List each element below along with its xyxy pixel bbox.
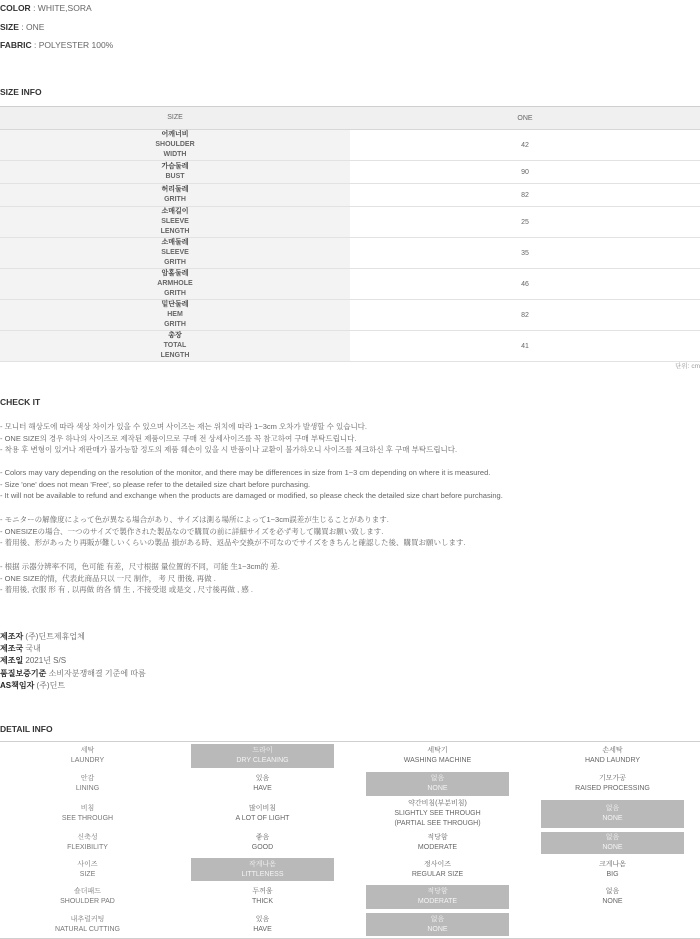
detail-info-title: DETAIL INFO: [0, 724, 53, 734]
detail-text-en: NONE: [427, 785, 448, 792]
size-row-label-ko: 가슴둘레: [161, 163, 189, 170]
note-line: - 모니터 해상도에 따라 색상 차이가 있을 수 있으며 사이즈는 재는 위치에 따라 1~3cm 오차가 발생할 수 있습니다.: [0, 422, 368, 431]
detail-option-selected: [366, 913, 509, 936]
color-value: : WHITE,SORA: [33, 3, 92, 13]
size-label: SIZE: [0, 22, 19, 32]
note-line: - 착용 후 변형이 있거나 재판매가 불가능할 정도의 제품 훼손이 있을 시 반품이나 교환이 불가하오니 사이즈를 체크하신 후 구매 부탁드립니다.: [0, 445, 458, 455]
size-row-label-en: HEM: [167, 311, 183, 318]
note-line: - モニターの解像度によって色が異なる場合があり、サイズは測る場所によって1~3cm誤差が生じることがあります.: [0, 515, 389, 524]
size-row-label-ko: 밑단둘레: [161, 301, 189, 308]
detail-option-selected: [191, 744, 334, 768]
size-row-label: [0, 300, 350, 330]
producer-label: 제조일: [0, 656, 24, 666]
detail-text-en: FLEXIBILITY: [67, 844, 108, 851]
size-row: [0, 184, 700, 207]
size-row-value: 82: [521, 311, 529, 319]
size-row-value: 90: [521, 168, 529, 176]
size-row-label-en: GRITH: [164, 290, 186, 297]
note-line: - ONESIZEの場合、一つのサイズで製作された製品なので購買の前に詳細サイズを必ず考して購買お願い致します.: [0, 526, 384, 536]
detail-text-ko: 많이비침: [248, 805, 277, 812]
producer-value: 소비자분쟁해결 기준에 따름: [46, 668, 146, 678]
size-table: [0, 106, 700, 362]
fabric-value: : POLYESTER 100%: [34, 40, 114, 50]
detail-text-en: RAISED PROCESSING: [575, 785, 650, 792]
detail-category: [0, 798, 175, 830]
size-row-value: 82: [521, 191, 529, 199]
detail-option: [175, 770, 350, 798]
detail-text-ko: 약간비침(부분비침): [408, 800, 467, 807]
detail-text-ko: 세탁: [80, 747, 95, 754]
producer-line: [0, 631, 146, 643]
size-row-value: 42: [521, 141, 529, 149]
size-row-label-ko: 암홀둘레: [161, 270, 189, 277]
producer-value: 2021년 S/S: [23, 656, 67, 666]
detail-text-ko: 두꺼움: [252, 888, 273, 895]
unit-note: 단위: cm: [675, 363, 700, 370]
size-row-label-en: GRITH: [164, 196, 186, 203]
producer-line: [0, 643, 146, 655]
size-row-label-en: SLEEVE: [161, 218, 189, 225]
detail-text-ko: 비침: [80, 805, 95, 812]
notes-jp: [0, 514, 700, 549]
size-row-label-en: SHOULDER: [155, 141, 195, 148]
detail-text-en: WASHING MACHINE: [403, 757, 472, 764]
note-line: - Size 'one' does not mean 'Free', so please refer to the detailed size chart before purchasing.: [0, 479, 311, 489]
detail-option: [525, 770, 700, 798]
detail-text-en: SHOULDER PAD: [60, 898, 115, 905]
detail-option: [525, 883, 700, 911]
detail-text-en: NONE: [602, 898, 623, 905]
detail-category: [0, 856, 175, 883]
detail-text-ko: 없음: [605, 805, 620, 812]
notes-ko: [0, 421, 700, 456]
size-row: [0, 238, 700, 269]
detail-option-selected: [366, 885, 509, 909]
note-line: - ONE SIZE의 경우 하나의 사이즈로 제작된 제품이므로 구매 전 상세사이즈를 꼭 참고하여 구매 부탁드립니다.: [0, 433, 357, 443]
color-label: COLOR: [0, 3, 31, 13]
size-row-value: 41: [521, 342, 529, 350]
detail-text-ko: 없음: [605, 834, 620, 841]
detail-text-en: LINING: [75, 785, 100, 792]
fabric-label: FABRIC: [0, 40, 32, 50]
size-row-label: [0, 207, 350, 237]
detail-text-ko: 숄더패드: [73, 888, 102, 895]
size-table-header: [0, 107, 700, 130]
producer-label: 제조자: [0, 632, 24, 641]
detail-text-en: LAUNDRY: [70, 757, 105, 764]
producer-label: 품질보증기준: [0, 668, 47, 678]
size-row-value: 46: [521, 280, 529, 288]
detail-text-ko: 크게나옴: [598, 860, 627, 868]
detail-text-ko: 있음: [255, 915, 270, 923]
size-row-label-en: SLEEVE: [161, 249, 189, 256]
detail-option: [525, 742, 700, 770]
detail-option: [525, 856, 700, 883]
size-row-label-en: LENGTH: [160, 228, 190, 235]
size-header-value: ONE: [517, 114, 533, 122]
detail-text-ko: 없음: [430, 915, 445, 923]
size-row-label-ko: 허리둘레: [161, 186, 189, 193]
size-row-label-ko: 소매길이: [161, 208, 189, 215]
producer-line: [0, 655, 146, 667]
size-row-label-en: WIDTH: [163, 151, 187, 158]
size-info-title: SIZE INFO: [0, 87, 42, 97]
detail-option: [350, 830, 525, 856]
detail-text-ko: 없음: [605, 888, 620, 895]
detail-text-en: NONE: [602, 815, 623, 822]
detail-text-en: SEE THROUGH: [61, 815, 114, 822]
notes-en: [0, 467, 700, 502]
detail-text-en: SIZE: [79, 870, 96, 878]
detail-text-en: MODERATE: [417, 898, 458, 905]
note-line: - It will not be available to refund and exchange when the products are damaged or modified, so please check the detailed size chart before purchasing.: [0, 491, 503, 501]
size-row-label-ko: 어깨너비: [161, 131, 189, 138]
detail-text-en: GOOD: [251, 844, 274, 851]
notes-cn: [0, 561, 700, 596]
producer-info: [0, 631, 146, 692]
detail-text-en: HAVE: [253, 785, 272, 792]
detail-text-ko: 있음: [255, 775, 270, 782]
producer-value: (주)딘트: [34, 680, 66, 690]
producer-value: 국내: [23, 644, 41, 654]
size-row-label-en: GRITH: [164, 321, 186, 328]
detail-option-selected: [366, 772, 509, 796]
size-row: [0, 331, 700, 362]
size-row-label: [0, 130, 350, 160]
detail-text-en: DRY CLEANING: [236, 757, 289, 764]
detail-category: [0, 911, 175, 938]
size-row-label-en: ARMHOLE: [157, 280, 193, 287]
detail-text-ko: 적당함: [427, 888, 448, 895]
detail-option: [175, 911, 350, 938]
size-row-label-en: TOTAL: [163, 342, 187, 349]
detail-text-ko: 기모가공: [598, 775, 627, 782]
fabric-info: [0, 40, 113, 50]
detail-text-en: HAVE: [253, 925, 272, 933]
size-row-label-en: BUST: [165, 173, 185, 180]
detail-text-en: NONE: [602, 844, 623, 851]
detail-text-en: THICK: [252, 898, 273, 905]
detail-option: [175, 830, 350, 856]
size-row: [0, 207, 700, 238]
producer-label: 제조국: [0, 644, 24, 654]
detail-text-ko: 정사이즈: [423, 860, 452, 868]
size-row-label: [0, 238, 350, 268]
producer-line: [0, 668, 146, 680]
producer-value: (주)딘트제휴업체: [23, 632, 85, 641]
detail-grid: [0, 741, 700, 939]
note-line: - 着用後, 衣服 形 有 , 以再做 的各 情 生 , 不接受退 或是交 , 尺寸後再做 , 感 .: [0, 585, 253, 595]
detail-option: [350, 742, 525, 770]
detail-category: [0, 770, 175, 798]
detail-category: [0, 883, 175, 911]
detail-text-en: NATURAL CUTTING: [55, 925, 120, 933]
detail-option: [175, 883, 350, 911]
detail-text-ko: 좋음: [255, 834, 270, 841]
detail-text-en: LITTLENESS: [241, 870, 284, 878]
detail-text-ko: 내추럴커팅: [70, 915, 105, 923]
detail-text-ko: 신축성: [77, 834, 98, 841]
color-info: [0, 3, 92, 13]
detail-option-selected: [541, 832, 684, 854]
detail-text-en: BIG: [606, 870, 619, 878]
note-line: - ONE SIZE的情，代表此商品只以 一尺 制作， 考 尺 册後, 再做 .: [0, 573, 216, 583]
detail-option: [175, 798, 350, 830]
detail-text-ko: 안감: [80, 775, 95, 782]
size-row: [0, 130, 700, 161]
check-it-title: CHECK IT: [0, 397, 41, 407]
size-row-label: [0, 269, 350, 299]
size-info-line: [0, 22, 44, 32]
size-row-label: [0, 184, 350, 206]
note-line: - 着用後、形があったり再販が難しいくらいの製品 損がある時、返品や交換が不可なのでサイズをきちんと確認した後、購買お願いします.: [0, 538, 466, 548]
size-row-label: [0, 161, 350, 183]
detail-text-en: HAND LAUNDRY: [584, 757, 641, 764]
detail-text-en: A LOT OF LIGHT: [235, 815, 290, 822]
detail-text-ko: 적당함: [427, 834, 448, 841]
size-header-label: SIZE: [0, 107, 350, 129]
detail-option: [525, 911, 700, 938]
size-row: [0, 300, 700, 331]
detail-text-en: MODERATE: [417, 844, 458, 851]
detail-text-ko: 세탁기: [427, 747, 448, 754]
size-row-label-en: LENGTH: [160, 352, 190, 359]
producer-line: [0, 680, 146, 692]
detail-text-en: REGULAR SIZE: [411, 870, 464, 878]
detail-category: [0, 830, 175, 856]
size-value: : ONE: [21, 22, 45, 32]
size-row-value: 35: [521, 249, 529, 257]
detail-text-ko: 드라이: [252, 747, 273, 754]
size-row: [0, 161, 700, 184]
note-line: - Colors may vary depending on the resolution of the monitor, and there may be differences in size from 1~3 cm depending on where it is measured.: [0, 468, 491, 477]
size-row-label-ko: 총장: [168, 332, 182, 339]
detail-option-selected: [541, 800, 684, 828]
detail-option-selected: [191, 858, 334, 881]
producer-label: AS책임자: [0, 680, 35, 690]
size-row-value: 25: [521, 218, 529, 226]
detail-text-ko: 손세탁: [602, 747, 623, 754]
size-row-label-en: GRITH: [164, 259, 186, 266]
detail-category: [0, 742, 175, 770]
detail-option: [350, 798, 525, 830]
note-line: - 根据 示器分辨率不同，色可能 有差，尺寸根据 量位置的不同，可能 生1~3cm的 差.: [0, 562, 280, 571]
size-row-label-ko: 소매둘레: [161, 239, 189, 246]
size-row-label: [0, 331, 350, 361]
detail-text-en: NONE: [427, 925, 448, 933]
detail-text-ko: 작게나옴: [248, 860, 277, 868]
detail-text-ko: 없음: [430, 775, 445, 782]
detail-text-ko: 사이즈: [77, 860, 98, 868]
detail-option: [350, 856, 525, 883]
size-row: [0, 269, 700, 300]
detail-text-en: SLIGHTLY SEE THROUGH: [394, 810, 481, 817]
detail-text-en: (PARTIAL SEE THROUGH): [394, 820, 481, 827]
